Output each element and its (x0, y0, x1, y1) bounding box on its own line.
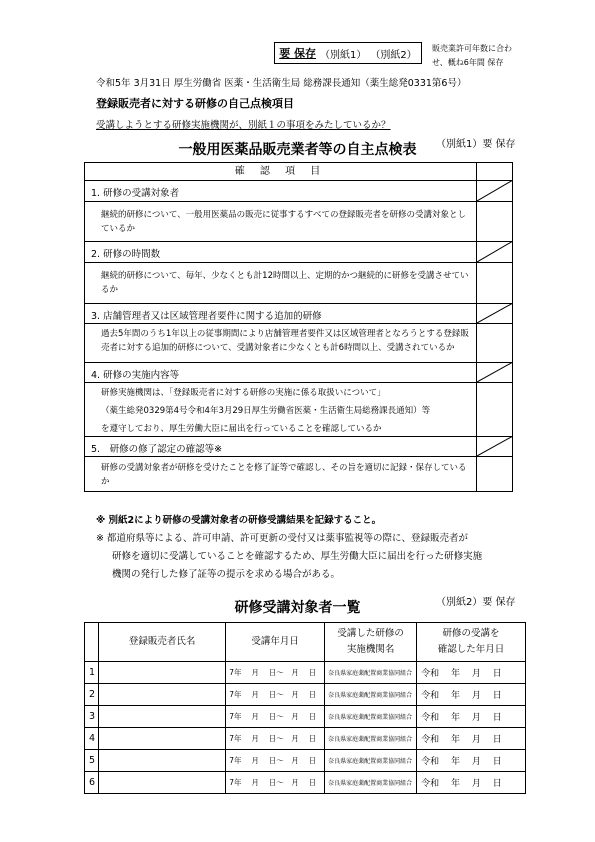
footnote-2-cont2: 機関の発行した修了証等の提示を求める場合がある。 (112, 569, 341, 580)
sheet1-annotation: （別紙1）要 保存 (436, 139, 516, 150)
col-institution (325, 623, 417, 662)
item4-check-cell[interactable] (477, 362, 513, 382)
item1-heading: 1. 研修の受講対象者 (91, 188, 180, 199)
sheet2-title: 研修受講対象者一覧 (234, 600, 361, 616)
footnote-2-cont1: 研修を適切に受講していることを確認するため、厚生労働大臣に届出を行った研修実施 (112, 551, 483, 562)
confirmed-date-cell[interactable]: 令和 年 月 日 (417, 706, 526, 728)
institution-cell: 奈良県家庭薬配置商業協同組合 (325, 772, 417, 794)
name-cell[interactable] (98, 772, 225, 794)
item3-detail: 過去5年間のうち1年以上の従事期間により店舗管理者要件又は区域管理者となろうとする登録販売者に対する追加的研修について、受講対象者に少なくとも計6時間以上、受講されているか (101, 329, 469, 353)
item4-detail-line2: （薬生総発0329第4号令和4年3月29日厚生労働省医薬・生活衛生局総務課長通知）等 (101, 406, 431, 416)
item1-check-cell[interactable] (477, 180, 513, 201)
item2-check-cell[interactable] (477, 241, 513, 262)
col-confirmed (417, 623, 526, 662)
item4-detail-line1: 研修実施機関は、「登録販売者に対する研修の実施に係る取扱いについて」 (101, 388, 386, 398)
col-name: 登録販売者氏名 (98, 623, 225, 662)
document-title: 登録販売者に対する研修の自己点検項目 (96, 97, 294, 110)
table-row (85, 750, 526, 772)
institution-cell: 奈良県家庭薬配置商業協同組合 (325, 706, 417, 728)
item3-check-cell[interactable] (477, 303, 513, 323)
date-cell[interactable]: 7年 月 日～ 月 日 (226, 750, 325, 772)
footnote-2: ※ 都道府県等による、許可申請、許可更新の受付又は薬事監視等の際に、登録販売者が (96, 533, 468, 544)
institution-cell: 奈良県家庭薬配置商業協同組合 (325, 684, 417, 706)
item2-detail: 継続的研修について、毎年、少なくとも計12時間以上、定期的かつ継続的に研修を受講させているか (101, 271, 469, 295)
retention-ref1: （別紙1） (320, 49, 367, 61)
roster-header-row (85, 623, 526, 662)
row-number: 6 (85, 772, 99, 794)
institution-cell: 奈良県家庭薬配置商業協同組合 (325, 662, 417, 684)
table-row (85, 662, 526, 684)
col-institution-l2: 実施機関名 (346, 644, 395, 655)
confirmed-date-cell[interactable]: 令和 年 月 日 (417, 662, 526, 684)
item5-check-cell[interactable] (477, 436, 513, 456)
institution-cell: 奈良県家庭薬配置商業協同組合 (325, 750, 417, 772)
date-cell[interactable]: 7年 月 日～ 月 日 (226, 772, 325, 794)
confirmed-date-cell[interactable]: 令和 年 月 日 (417, 772, 526, 794)
footnotes (96, 512, 526, 584)
confirmed-date-cell[interactable]: 令和 年 月 日 (417, 684, 526, 706)
row-number: 4 (85, 728, 99, 750)
notice-reference: 令和5年 3月31日 厚生労働省 医薬・生活衛生局 総務課長通知（薬生総発0331第6号） (96, 78, 467, 89)
date-cell[interactable]: 7年 月 日～ 月 日 (226, 728, 325, 750)
row-number: 5 (85, 750, 99, 772)
table-row (85, 706, 526, 728)
side-note-line2: せ、概ね6年間 保存 (432, 58, 504, 67)
attendee-roster-table (84, 622, 526, 794)
col-number (85, 623, 99, 662)
table-row (85, 772, 526, 794)
item4-detail-line3: を遵守しており、厚生労働大臣に届出を行っていることを確認しているか (101, 424, 382, 434)
name-cell[interactable] (98, 706, 225, 728)
sheet2-annotation: （別紙2）要 保存 (436, 597, 516, 608)
item4-heading: 4. 研修の実施内容等 (91, 370, 180, 381)
self-check-table (84, 162, 513, 492)
col-confirmed-l2: 確認した年月日 (437, 644, 505, 655)
retention-ref2: （別紙2） (370, 49, 417, 61)
item2-heading: 2. 研修の時間数 (91, 249, 161, 260)
item5-heading: 5. 研修の修了認定の確認等※ (91, 444, 223, 455)
date-cell[interactable]: 7年 月 日～ 月 日 (226, 706, 325, 728)
row-number: 1 (85, 662, 99, 684)
confirmed-date-cell[interactable]: 令和 年 月 日 (417, 750, 526, 772)
retention-label: 要 保存 (279, 47, 317, 60)
col-date: 受講年月日 (226, 623, 325, 662)
row-number: 3 (85, 706, 99, 728)
col-institution-l1: 受講した研修の (337, 628, 404, 639)
row-number: 2 (85, 684, 99, 706)
footnote-1: ※ 別紙2により研修の受講対象者の研修受講結果を記録すること。 (96, 515, 382, 526)
retention-header-box (274, 42, 422, 64)
sheet1-title: 一般用医薬品販売業者等の自主点検表 (178, 142, 417, 158)
table-row (85, 684, 526, 706)
col-confirmed-l1: 研修の受講を (442, 628, 500, 639)
side-note-line1: 販売業許可年数に合わ (432, 44, 512, 53)
confirmed-date-cell[interactable]: 令和 年 月 日 (417, 728, 526, 750)
item3-heading: 3. 店舗管理者又は区域管理者要件に関する追加的研修 (91, 311, 322, 322)
institution-cell: 奈良県家庭薬配置商業協同組合 (325, 728, 417, 750)
name-cell[interactable] (98, 750, 225, 772)
item1-detail: 継続的研修について、一般用医薬品の販売に従事するすべての登録販売者を研修の受講対象としているか (101, 210, 466, 234)
name-cell[interactable] (98, 684, 225, 706)
date-cell[interactable]: 7年 月 日～ 月 日 (226, 662, 325, 684)
name-cell[interactable] (98, 662, 225, 684)
guiding-question: 受講しようとする研修実施機関が、別紙１の事項をみたしているか？ (96, 120, 391, 131)
table-row (85, 728, 526, 750)
retention-side-note (432, 42, 562, 70)
name-cell[interactable] (98, 728, 225, 750)
check-column-header: 確 認 項 目 (234, 166, 327, 177)
item5-detail: 研修の受講対象者が研修を受けたことを修了証等で確認し、その旨を適切に記録・保存しているか (101, 463, 467, 487)
item4-detail (101, 386, 481, 436)
date-cell[interactable]: 7年 月 日～ 月 日 (226, 684, 325, 706)
